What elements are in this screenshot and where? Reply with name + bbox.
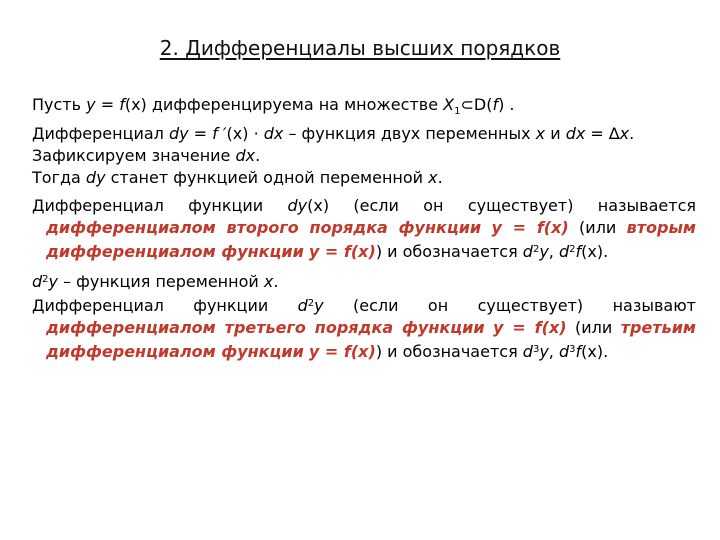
text: Тогда: [32, 168, 86, 188]
math-dy: dy: [287, 196, 308, 216]
text: (если он существует) называют: [323, 296, 697, 316]
math-dy: dy: [85, 168, 106, 188]
subset-symbol: ⊂: [460, 95, 474, 114]
math-x: (x): [581, 242, 604, 262]
text: (или: [566, 318, 621, 338]
math-d: d: [558, 342, 570, 362]
math-dx: dx: [565, 124, 586, 144]
subscript: 1: [454, 106, 461, 118]
term-third-differential: третьим дифференциалом функции: [46, 318, 697, 362]
math-y: y: [539, 242, 549, 262]
math-f: f: [492, 95, 499, 114]
text: Пусть: [32, 95, 87, 114]
text: ) и обозначается: [375, 342, 523, 362]
text: – функция переменной: [58, 272, 264, 292]
math-D: D(: [473, 95, 493, 114]
math-x: (x): [124, 95, 147, 114]
math-y: y: [48, 272, 58, 292]
superscript: 3: [569, 344, 576, 356]
math-x: x: [619, 124, 630, 144]
text: =: [95, 95, 120, 114]
term-function: y = f(x): [308, 342, 376, 362]
paragraph-fix-dx: [32, 145, 696, 167]
text: .: [629, 124, 635, 144]
paragraph-definition: [32, 94, 696, 123]
math-x: x: [263, 272, 274, 292]
text: ,: [548, 242, 559, 262]
slide-body: [32, 94, 696, 363]
math-y: y: [539, 342, 549, 362]
text: – функция двух переменных: [283, 124, 536, 144]
text: (если он существует) называется: [329, 196, 697, 216]
paragraph-then: [32, 167, 696, 189]
paragraph-second-order: [32, 195, 696, 263]
math-dy: dy: [168, 124, 189, 144]
math-x: x: [535, 124, 546, 144]
text: ): [498, 95, 505, 114]
math-x: (x): [226, 124, 249, 144]
text: ) и обозначается: [375, 242, 523, 262]
math-d: d: [32, 272, 43, 292]
text: Зафиксируем значение: [32, 146, 236, 166]
superscript: 2: [307, 298, 315, 310]
math-y: y: [314, 296, 324, 316]
text: ·: [248, 124, 264, 144]
text: ,: [548, 342, 559, 362]
term-function: y = f(x): [308, 242, 376, 262]
math-dx: dx: [263, 124, 284, 144]
text: .: [603, 342, 609, 362]
math-x: x: [428, 168, 438, 188]
text: Дифференциал функции: [32, 296, 298, 316]
paragraph-third-order: [32, 293, 696, 363]
text: (или: [568, 218, 627, 238]
superscript: 2: [569, 244, 576, 256]
superscript: 2: [532, 244, 540, 256]
paragraph-differential: [32, 123, 696, 145]
text: =: [585, 124, 609, 144]
math-f: f: [575, 242, 582, 262]
term-second-order-differential: дифференциалом второго порядка функции: [46, 218, 482, 238]
math-x: (x): [581, 342, 604, 362]
text: .: [437, 168, 443, 188]
term-third-order-differential: дифференциалом третьего порядка функции: [46, 318, 485, 338]
paragraph-d2y-function: [32, 269, 696, 293]
text: станет функцией одной переменной: [105, 168, 429, 188]
math-fprime: f ′: [212, 124, 227, 144]
math-f: f: [119, 95, 125, 114]
text: Дифференциал функции: [32, 196, 288, 216]
math-dx: dx: [235, 146, 256, 166]
text: и: [545, 124, 566, 144]
term-function: y = f(x): [493, 318, 567, 338]
superscript: 2: [42, 274, 49, 286]
slide-title: 2. Дифференциалы высших порядков: [159, 36, 561, 60]
term-function: y = f(x): [491, 218, 569, 238]
text: .: [603, 242, 609, 262]
term-second-differential: вторым дифференциалом функции: [46, 218, 696, 262]
math-f: f: [575, 342, 582, 362]
math-d: d: [297, 296, 308, 316]
text: .: [255, 146, 261, 166]
text: .: [273, 272, 279, 292]
math-X: X: [443, 95, 455, 114]
text: Дифференциал: [32, 124, 169, 144]
text: дифференцируема на множестве: [146, 95, 444, 114]
math-d: d: [522, 342, 533, 362]
superscript: 3: [532, 344, 540, 356]
math-x: (x): [307, 196, 330, 216]
text: =: [188, 124, 213, 144]
math-d: d: [558, 242, 570, 262]
delta-symbol: ∆: [608, 124, 620, 144]
math-y: y: [86, 95, 96, 114]
math-d: d: [522, 242, 533, 262]
text: .: [504, 95, 515, 114]
